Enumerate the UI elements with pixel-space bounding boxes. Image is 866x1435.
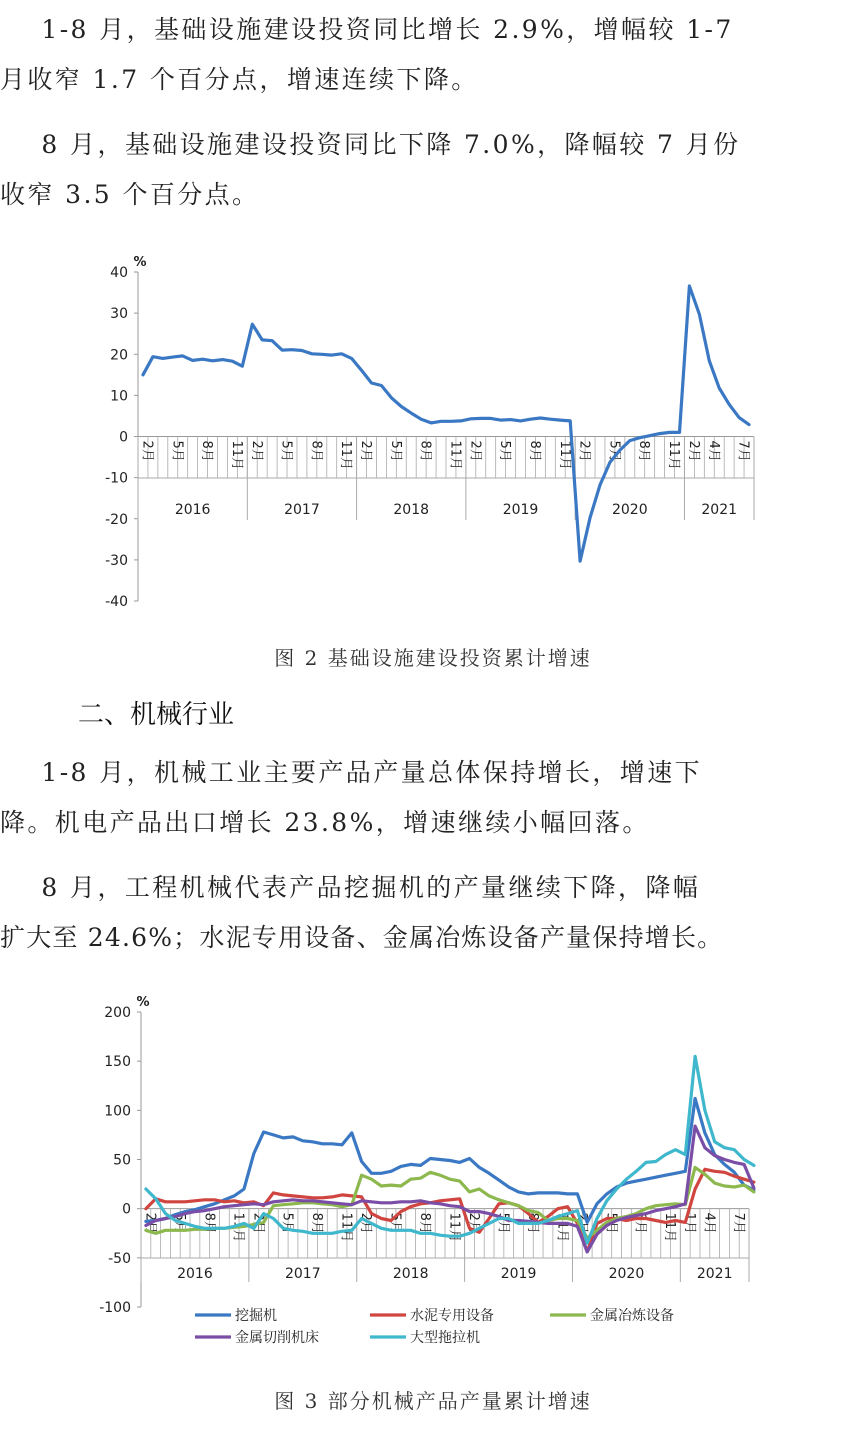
y-tick-label: -20 xyxy=(105,511,128,528)
y-tick-label: 100 xyxy=(104,1103,131,1120)
year-label: 2016 xyxy=(174,502,211,518)
machinery-output-chart xyxy=(0,988,866,1368)
x-month-label: 2月 xyxy=(576,440,592,462)
paragraph-line: 降。机电产品出口增长 23.8%，增速继续小幅回落。 xyxy=(0,808,650,837)
infrastructure-investment-chart xyxy=(0,248,866,628)
y-tick-label: 0 xyxy=(122,1201,131,1218)
year-label: 2017 xyxy=(284,1266,321,1282)
x-month-label: 4月 xyxy=(701,1212,717,1234)
y-tick-label: 200 xyxy=(104,1005,131,1021)
y-tick-label: 30 xyxy=(110,306,128,323)
x-month-label: 11月 xyxy=(666,440,682,471)
year-label: 2016 xyxy=(177,1266,213,1282)
paragraph-line: 扩大至 24.6%；水泥专用设备、金属冶炼设备产量保持增长。 xyxy=(0,923,724,952)
x-month-label: 2月 xyxy=(358,1212,374,1234)
x-month-label: 8月 xyxy=(308,440,324,462)
x-month-label: 8月 xyxy=(309,1212,325,1234)
x-month-label: 8月 xyxy=(632,1212,648,1234)
x-month-label: 5月 xyxy=(387,440,403,462)
x-month-label: 2月 xyxy=(250,1212,266,1234)
y-tick-label: 150 xyxy=(104,1054,131,1071)
x-month-label: 8月 xyxy=(416,1212,432,1234)
year-label: 2021 xyxy=(701,502,738,518)
x-month-label: 7月 xyxy=(730,1212,746,1234)
y-tick-label: -40 xyxy=(105,594,128,610)
x-month-label: 11月 xyxy=(338,1212,354,1243)
x-month-label: 2月 xyxy=(248,440,264,462)
x-month-label: 4月 xyxy=(705,440,721,462)
year-label: 2020 xyxy=(608,1266,645,1282)
x-month-label: 2月 xyxy=(358,440,374,462)
x-month-label: 5月 xyxy=(497,440,513,462)
x-month-label: 5月 xyxy=(278,440,294,462)
x-month-label: 8月 xyxy=(201,1212,217,1234)
x-month-label: 11月 xyxy=(447,440,463,471)
paragraph-line: 1-8 月，基础设施建设投资同比增长 2.9%，增幅较 1-7 xyxy=(0,15,734,44)
y-tick-label: 40 xyxy=(110,265,128,281)
x-month-label: 2月 xyxy=(467,440,483,462)
x-month-label: 11月 xyxy=(230,1212,246,1243)
y-tick-label: 0 xyxy=(119,429,128,446)
x-month-label: 5月 xyxy=(279,1212,295,1234)
y-tick-label: 20 xyxy=(110,347,128,364)
year-label: 2020 xyxy=(611,502,648,518)
x-month-label: 7月 xyxy=(735,440,751,462)
y-tick-label: -100 xyxy=(99,1300,131,1316)
paragraph-2 xyxy=(0,120,866,220)
paragraph-4 xyxy=(0,863,866,963)
series-line xyxy=(143,286,749,561)
paragraph-line: 8 月，基础设施建设投资同比下降 7.0%，降幅较 7 月份 xyxy=(0,130,741,159)
x-month-label: 5月 xyxy=(603,1212,619,1234)
x-month-label: 8月 xyxy=(526,440,542,462)
y-unit-label: % xyxy=(136,995,150,1010)
x-month-label: 8月 xyxy=(524,1212,540,1234)
paragraph-3 xyxy=(0,748,866,848)
x-month-label: 5月 xyxy=(495,1212,511,1234)
paragraph-line: 8 月，工程机械代表产品挖掘机的产量继续下降，降幅 xyxy=(0,873,701,902)
x-month-label: 5月 xyxy=(606,440,622,462)
x-month-label: 2月 xyxy=(142,1212,158,1234)
x-month-label: 5月 xyxy=(169,440,185,462)
x-month-label: 8月 xyxy=(199,440,215,462)
x-month-label: 2月 xyxy=(685,440,701,462)
y-tick-label: -10 xyxy=(105,470,128,487)
x-month-label: 11月 xyxy=(554,1212,570,1243)
x-month-label: 11月 xyxy=(662,1212,678,1243)
figure-2-caption: 图 2 基础设施建设投资累计增速 xyxy=(274,646,592,670)
x-month-label: 11月 xyxy=(228,440,244,471)
section-heading: 二、机械行业 xyxy=(78,700,235,730)
x-month-label: 8月 xyxy=(417,440,433,462)
x-month-label: 5月 xyxy=(171,1212,187,1234)
x-month-label: 2月 xyxy=(466,1212,482,1234)
x-month-label: 11月 xyxy=(446,1212,462,1243)
year-label: 2019 xyxy=(502,502,539,518)
year-label: 2019 xyxy=(500,1266,537,1282)
legend-label: 大型拖拉机 xyxy=(410,1330,480,1346)
year-label: 2021 xyxy=(696,1266,733,1282)
legend-label: 金属切削机床 xyxy=(235,1330,319,1346)
x-month-label: 8月 xyxy=(636,440,652,462)
y-unit-label: % xyxy=(133,255,147,270)
y-tick-label: -50 xyxy=(108,1250,131,1267)
paragraph-1 xyxy=(0,5,866,105)
paragraph-line: 月收窄 1.7 个百分点，增速连续下降。 xyxy=(0,65,479,94)
x-month-label: 2月 xyxy=(139,440,155,462)
year-label: 2018 xyxy=(393,502,430,518)
x-month-label: 1月 xyxy=(681,1212,697,1234)
legend-label: 挖掘机 xyxy=(235,1308,277,1324)
paragraph-line: 1-8 月，机械工业主要产品产量总体保持增长，增速下 xyxy=(0,758,702,787)
y-tick-label: 50 xyxy=(113,1152,131,1169)
x-month-label: 2月 xyxy=(573,1212,589,1234)
figure-3-caption: 图 3 部分机械产品产量累计增速 xyxy=(274,1389,592,1413)
y-tick-label: 10 xyxy=(110,388,128,405)
y-tick-label: -30 xyxy=(105,552,128,569)
x-month-label: 11月 xyxy=(338,440,354,471)
year-label: 2018 xyxy=(392,1266,429,1282)
paragraph-line: 收窄 3.5 个百分点。 xyxy=(0,180,260,209)
year-label: 2017 xyxy=(284,502,320,518)
legend-label: 金属冶炼设备 xyxy=(590,1308,674,1324)
x-month-label: 5月 xyxy=(387,1212,403,1234)
x-month-label: 11月 xyxy=(556,440,572,471)
legend-label: 水泥专用设备 xyxy=(410,1308,494,1324)
